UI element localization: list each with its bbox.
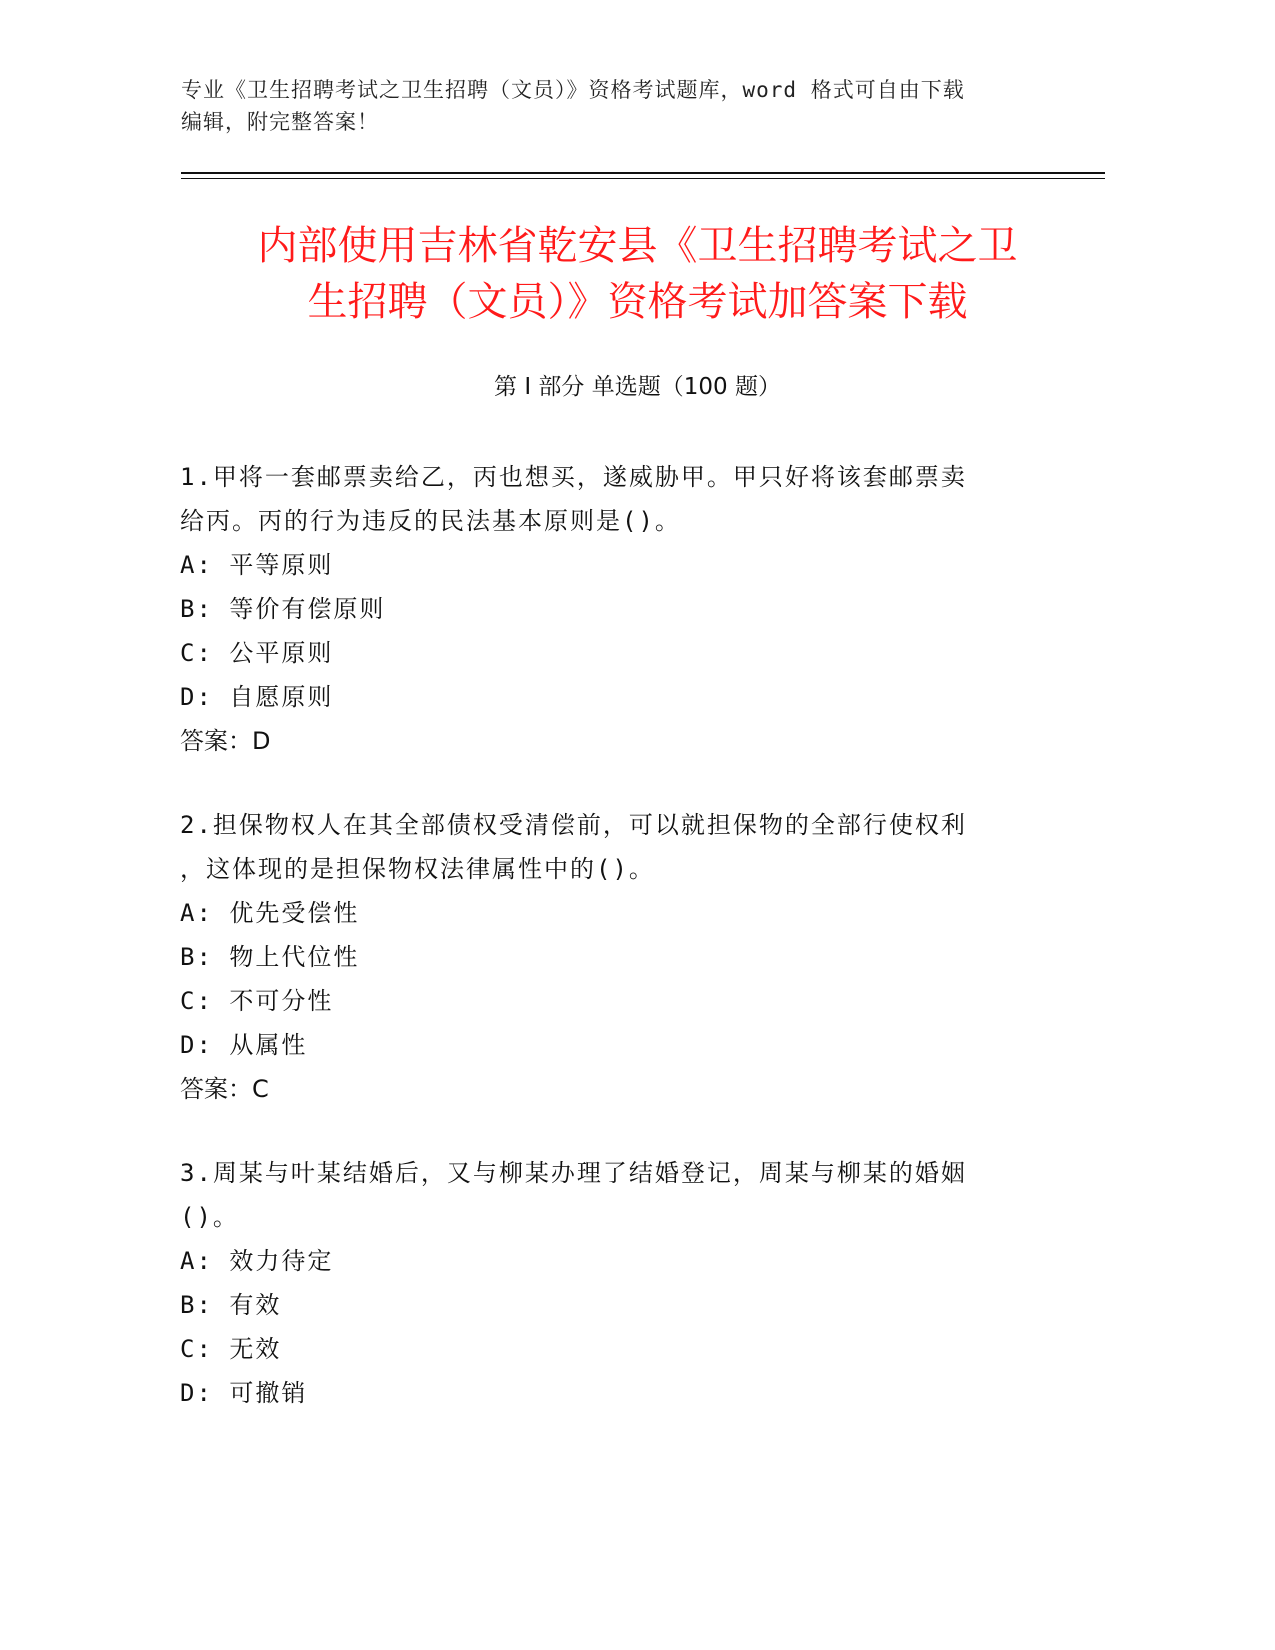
option-a: A: 效力待定 [180, 1247, 334, 1275]
option-d: D: 从属性 [180, 1031, 308, 1059]
question-text-line-1: 1.甲将一套邮票卖给乙，丙也想买，遂威胁甲。甲只好将该套邮票卖 [180, 463, 967, 491]
question-text [180, 803, 1030, 891]
header-note-line-1: 专业《卫生招聘考试之卫生招聘（文员）》资格考试题库，word 格式可自由下载 [181, 78, 965, 102]
document-title [150, 218, 1125, 330]
header-note-line-2: 编辑，附完整答案！ [181, 110, 379, 134]
option-a: A: 平等原则 [180, 551, 334, 579]
question-text-line-2: ，这体现的是担保物权法律属性中的()。 [180, 855, 655, 883]
header-divider-thin [181, 178, 1105, 179]
question-text [180, 1151, 1030, 1239]
question-1 [180, 455, 1030, 763]
option-b: B: 物上代位性 [180, 943, 360, 971]
option-a: A: 优先受偿性 [180, 899, 360, 927]
section-heading: 第 I 部分 单选题（100 题） [494, 374, 781, 400]
option-b: B: 有效 [180, 1291, 282, 1319]
document-title-line-1: 内部使用吉林省乾安县《卫生招聘考试之卫 [257, 223, 1018, 269]
answer: 答案：C [180, 1075, 269, 1103]
option-c: C: 无效 [180, 1335, 282, 1363]
option-d: D: 自愿原则 [180, 683, 334, 711]
answer: 答案：D [180, 727, 271, 755]
option-c: C: 不可分性 [180, 987, 334, 1015]
question-list [180, 455, 1030, 1455]
header-note [181, 74, 1031, 138]
question-3 [180, 1151, 1030, 1415]
option-d: D: 可撤销 [180, 1379, 308, 1407]
header-divider-thick [181, 172, 1105, 174]
option-c: C: 公平原则 [180, 639, 334, 667]
question-text-line-2: ()。 [180, 1203, 239, 1231]
question-text-line-1: 3.周某与叶某结婚后，又与柳某办理了结婚登记，周某与柳某的婚姻 [180, 1159, 967, 1187]
question-text-line-1: 2.担保物权人在其全部债权受清偿前，可以就担保物的全部行使权利 [180, 811, 967, 839]
question-2 [180, 803, 1030, 1111]
question-text [180, 455, 1030, 543]
document-title-line-2: 生招聘（文员）》资格考试加答案下载 [307, 279, 968, 325]
option-b: B: 等价有偿原则 [180, 595, 386, 623]
question-text-line-2: 给丙。丙的行为违反的民法基本原则是()。 [180, 507, 681, 535]
